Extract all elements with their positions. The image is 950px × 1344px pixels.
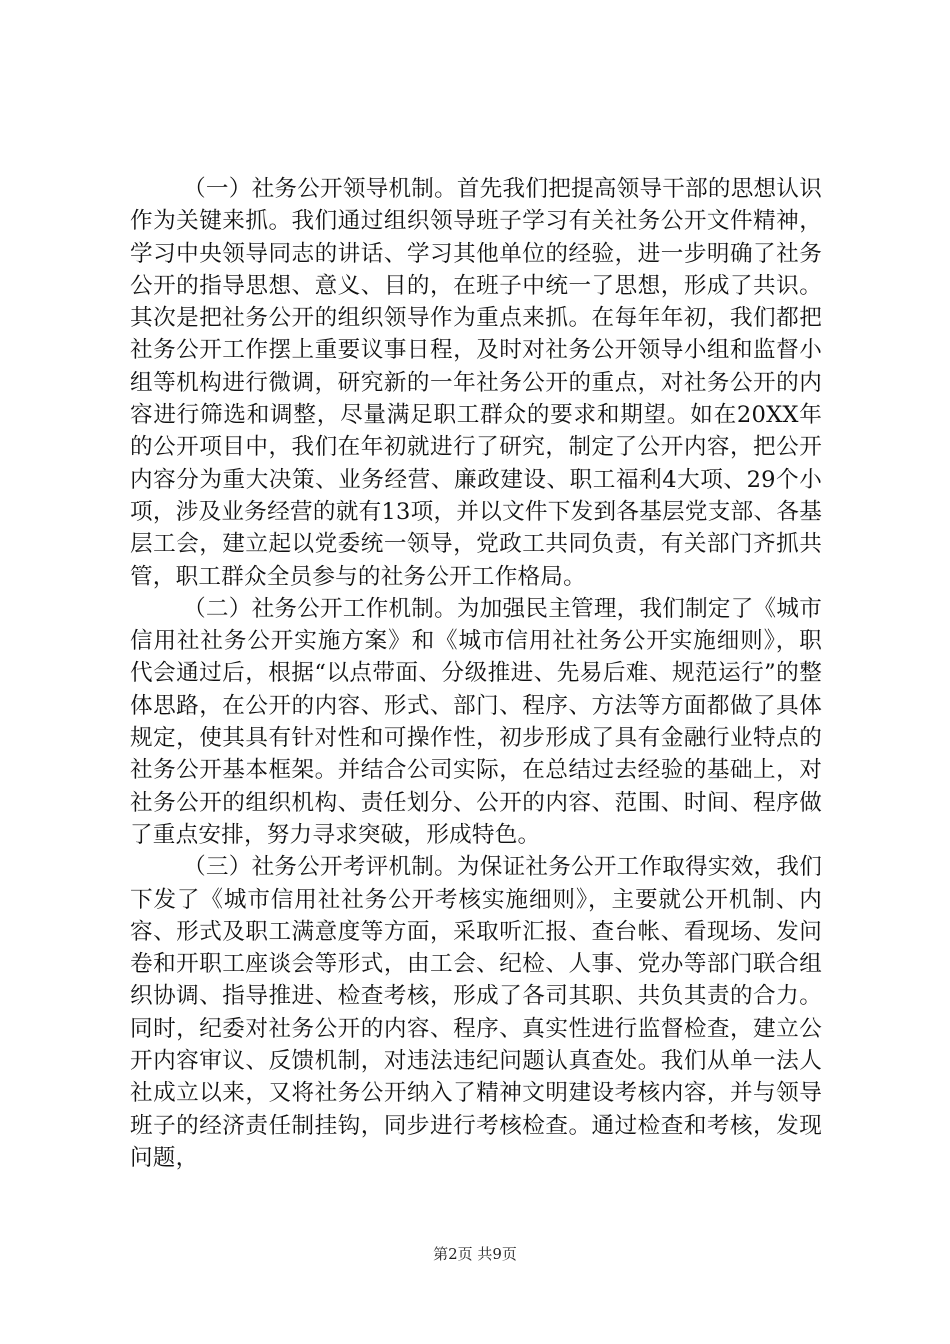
paragraph-work-mechanism: （二）社务公开工作机制。为加强民主管理，我们制定了《城市信用社社务公开实施方案》和《城市信用社社务公开实施细则》，职代会通过后，根据“以点带面、分级推进、先易后难、规范运行”的整体思路，在公开的内容、形式、部门、程序、方法等方面都做了具体规定，使其具有针对性和可操作性，初步形成了具有金融行业特点的社务公开基本框架。并结合公司实际，在总结过去经验的基础上，对社务公开的组织机构、责任划分、公开的内容、范围、时间、程序做了重点安排，努力寻求突破，形成特色。 <box>130 595 822 848</box>
page-footer <box>0 1244 950 1264</box>
page-number: 第2页 共9页 <box>433 1245 517 1263</box>
paragraph-leadership-mechanism: （一）社务公开领导机制。首先我们把提高领导干部的思想认识作为关键来抓。我们通过组织领导班子学习有关社务公开文件精神，学习中央领导同志的讲话、学习其他单位的经验，进一步明确了社务公开的指导思想、意义、目的，在班子中统一了思想，形成了共识。其次是把社务公开的组织领导作为重点来抓。在每年年初，我们都把社务公开工作摆上重要议事日程，及时对社务公开领导小组和监督小组等机构进行微调，研究新的一年社务公开的重点，对社务公开的内容进行筛选和调整，尽量满足职工群众的要求和期望。如在20XX年的公开项目中，我们在年初就进行了研究，制定了公开内容，把公开内容分为重大决策、业务经营、廉政建设、职工福利4大项、29个小项，涉及业务经营的就有13项，并以文件下发到各基层党支部、各基层工会，建立起以党委统一领导，党政工共同负责，有关部门齐抓共管，职工群众全员参与的社务公开工作格局。 <box>130 176 822 590</box>
document-body <box>130 173 822 1174</box>
paragraph-evaluation-mechanism: （三）社务公开考评机制。为保证社务公开工作取得实效，我们下发了《城市信用社社务公开考核实施细则》，主要就公开机制、内容、形式及职工满意度等方面，采取听汇报、查台帐、看现场、发问卷和开职工座谈会等形式，由工会、纪检、人事、党办等部门联合组织协调、指导推进、检查考核，形成了各司其职、共负其责的合力。同时，纪委对社务公开的内容、程序、真实性进行监督检查，建立公开内容审议、反馈机制，对违法违纪问题认真查处。我们从单一法人社成立以来，又将社务公开纳入了精神文明建设考核内容，并与领导班子的经济责任制挂钩，同步进行考核检查。通过检查和考核，发现问题， <box>130 854 822 1171</box>
